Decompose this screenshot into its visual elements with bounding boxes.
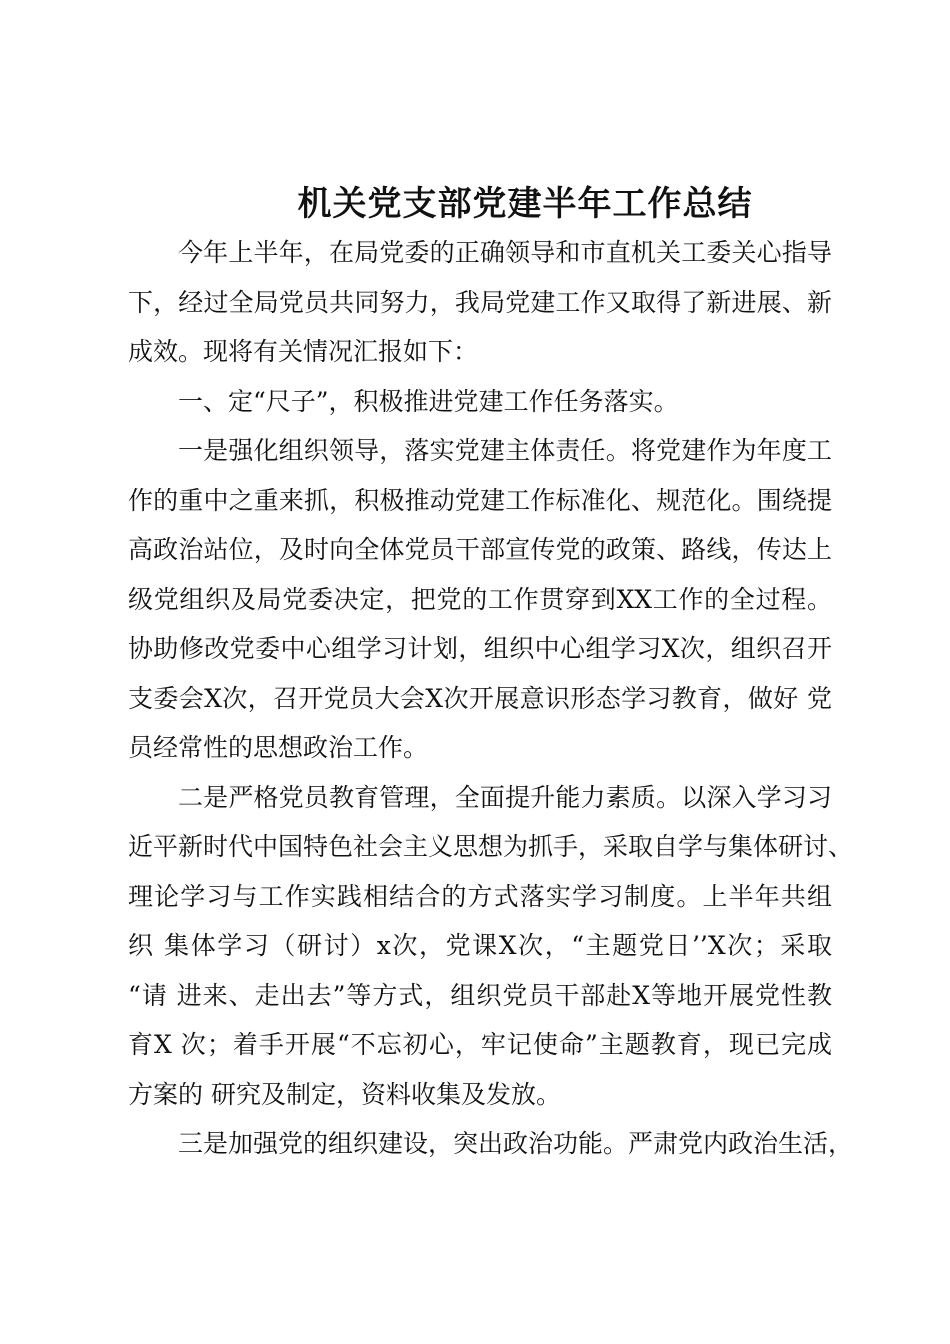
document-title: 机关党支部党建半年工作总结 [297,184,753,224]
text-line: 支委会X次，召开党员大会X次开展意识形态学习教育，做好 党 [128,683,832,713]
paragraph-point-2 [128,773,854,1120]
text-line: 育X 次；着手开展“不忘初心，牢记使命”主题教育，现已完成 [128,1030,832,1059]
text-line: 员经常性的思想政治工作。 [128,733,429,762]
text-line: 下，经过全局党员共同努力，我局党建工作又取得了新进展、新 [128,287,832,317]
text-line: 高政治站位，及时向全体党员干部宣传党的政策、路线，传达上 [128,535,832,564]
paragraph-point-3 [128,1119,854,1169]
section-heading-1 [128,377,832,427]
text-line: 理论学习与工作实践相结合的方式落实学习制度。上半年共组 [128,881,832,911]
document-body [128,228,854,1169]
text-line: 作的重中之重来抓，积极推动党建工作标准化、规范化。围绕提 [128,485,832,515]
text-line: 一是强化组织领导，落实党建主体责任。将党建作为年度工 [178,436,832,465]
text-line: “请 进来、走出去”等方式，组织党员干部赴X等地开展党性教 [128,980,832,1010]
text-line: 一、定“尺子”，积极推进党建工作任务落实。 [178,386,679,416]
text-line: 级党组织及局党委决定，把党的工作贯穿到XX工作的全过程。 [128,584,832,614]
paragraph-intro [128,228,832,377]
text-line: 近平新时代中国特色社会主义思想为抓手，采取自学与集体研讨、 [128,832,854,861]
text-line: 织 集体学习（研讨）x次，党课X次，“主题党日’’X次；采取 [128,931,832,960]
paragraph-point-1 [128,426,832,773]
text-line: 成效。现将有关情况汇报如下： [128,337,479,366]
text-line: 协助修改党委中心组学习计划，组织中心组学习X次，组织召开 [128,634,832,663]
text-line: 今年上半年，在局党委的正确领导和市直机关工委关心指导 [178,238,832,267]
text-line: 方案的 研究及制定，资料收集及发放。 [128,1079,561,1109]
text-line: 三是加强党的组织建设，突出政治功能。严肃党内政治生活， [178,1129,854,1158]
text-line: 二是严格党员教育管理，全面提升能力素质。以深入学习习 [178,782,832,812]
